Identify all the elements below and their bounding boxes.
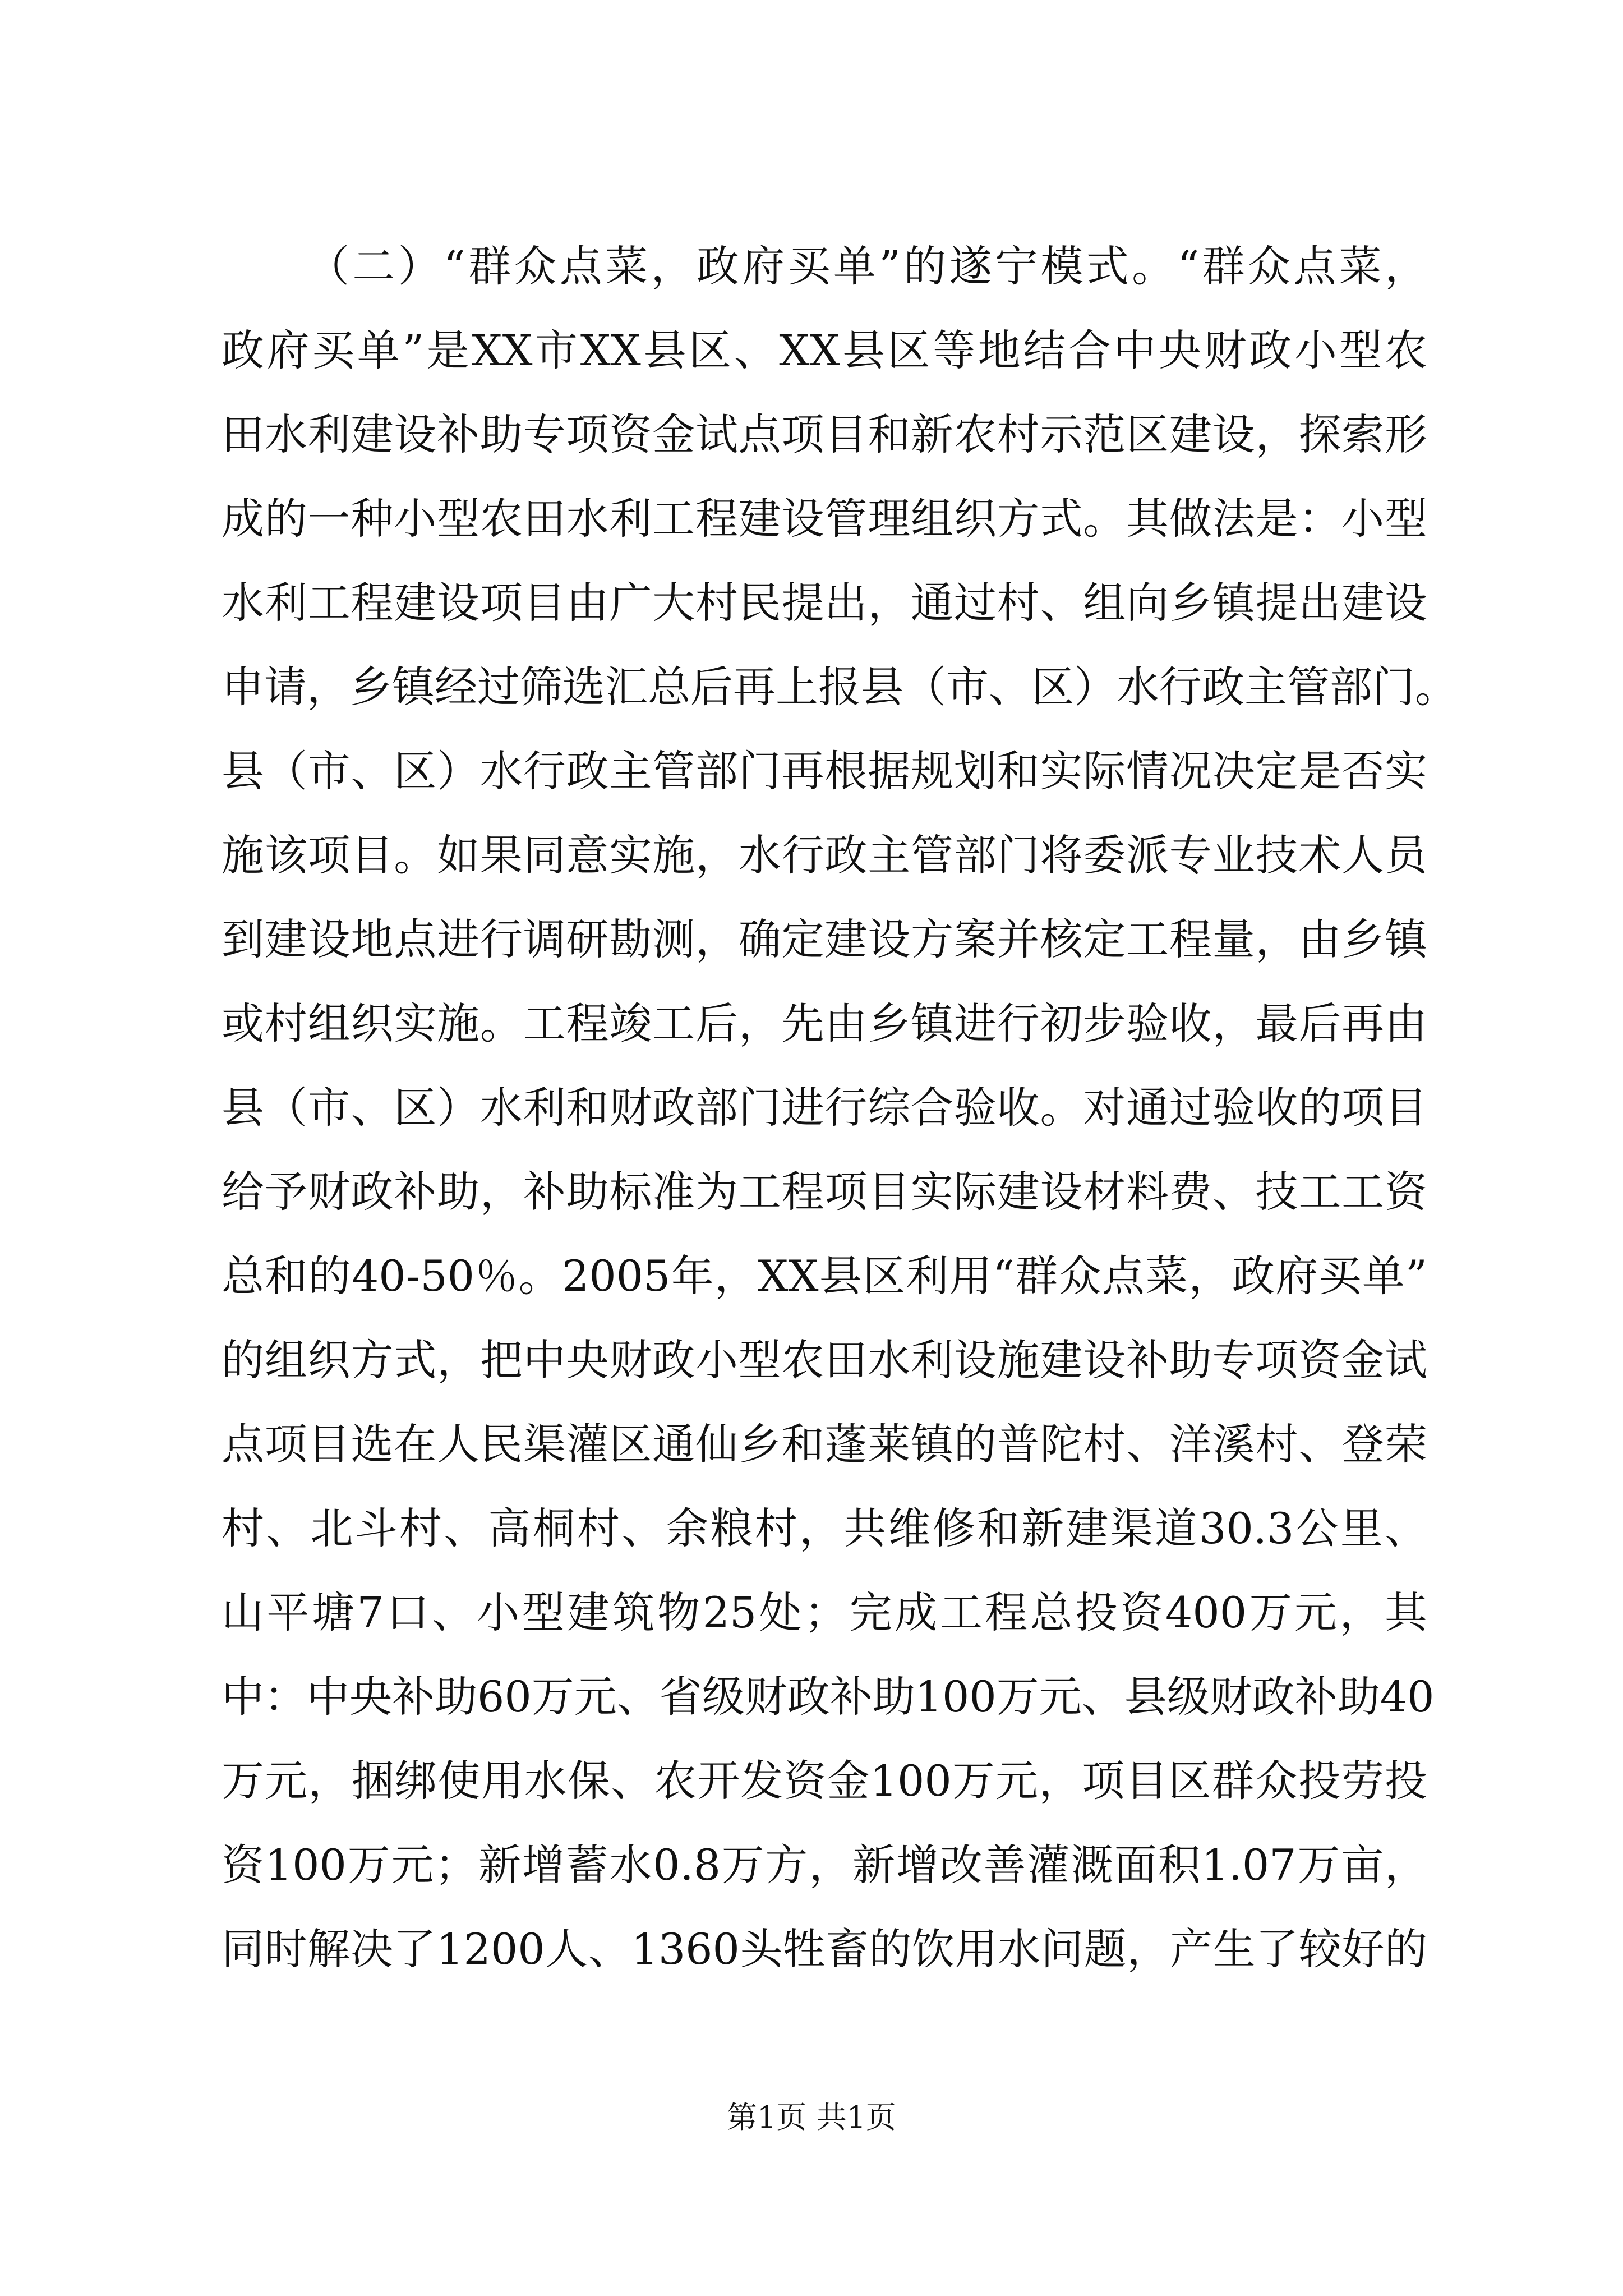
paragraph-line: 山平塘7口、小型建筑物25处；完成工程总投资400万元，其: [222, 1588, 1427, 1637]
paragraph-line: 点项目选在人民渠灌区通仙乡和蓬莱镇的普陀村、洋溪村、登荣: [222, 1419, 1427, 1469]
paragraph-line: （二）“群众点菜，政府买单”的遂宁模式。“群众点菜，: [307, 241, 1427, 291]
paragraph-line: 水利工程建设项目由广大村民提出，通过村、组向乡镇提出建设: [222, 578, 1427, 628]
paragraph-line: 总和的40-50％。2005年，XX县区利用“群众点菜，政府买单”: [222, 1251, 1427, 1301]
page-footer: 第1页 共1页: [727, 2100, 896, 2135]
paragraph-line: 县（市、区）水利和财政部门进行综合验收。对通过验收的项目: [222, 1083, 1427, 1133]
paragraph-line: 的组织方式，把中央财政小型农田水利设施建设补助专项资金试: [222, 1335, 1427, 1385]
paragraph-line: 同时解决了1200人、1360头牲畜的饮用水问题，产生了较好的: [222, 1924, 1427, 1974]
paragraph-line: 施该项目。如果同意实施，水行政主管部门将委派专业技术人员: [222, 830, 1427, 880]
paragraph-line: 申请，乡镇经过筛选汇总后再上报县（市、区）水行政主管部门。: [222, 662, 1458, 712]
paragraph-line: 万元，捆绑使用水保、农开发资金100万元，项目区群众投劳投: [222, 1756, 1427, 1806]
paragraph-line: 成的一种小型农田水利工程建设管理组织方式。其做法是：小型: [222, 494, 1427, 544]
paragraph-line: 田水利建设补助专项资金试点项目和新农村示范区建设，探索形: [222, 409, 1427, 459]
paragraph-line: 或村组织实施。工程竣工后，先由乡镇进行初步验收，最后再由: [222, 999, 1427, 1048]
paragraph-line: 给予财政补助，补助标准为工程项目实际建设材料费、技工工资: [222, 1167, 1427, 1217]
paragraph-line: 县（市、区）水行政主管部门再根据规划和实际情况决定是否实: [222, 746, 1427, 796]
paragraph-line: 政府买单”是XX市XX县区、XX县区等地结合中央财政小型农: [222, 325, 1427, 375]
paragraph-line: 村、北斗村、高桐村、余粮村，共维修和新建渠道30.3公里、: [222, 1503, 1427, 1553]
paragraph-line: 到建设地点进行调研勘测，确定建设方案并核定工程量，由乡镇: [222, 914, 1427, 964]
paragraph-line: 资100万元；新增蓄水0.8万方，新增改善灌溉面积1.07万亩，: [222, 1840, 1427, 1890]
paragraph-line: 中：中央补助60万元、省级财政补助100万元、县级财政补助40: [222, 1672, 1435, 1722]
